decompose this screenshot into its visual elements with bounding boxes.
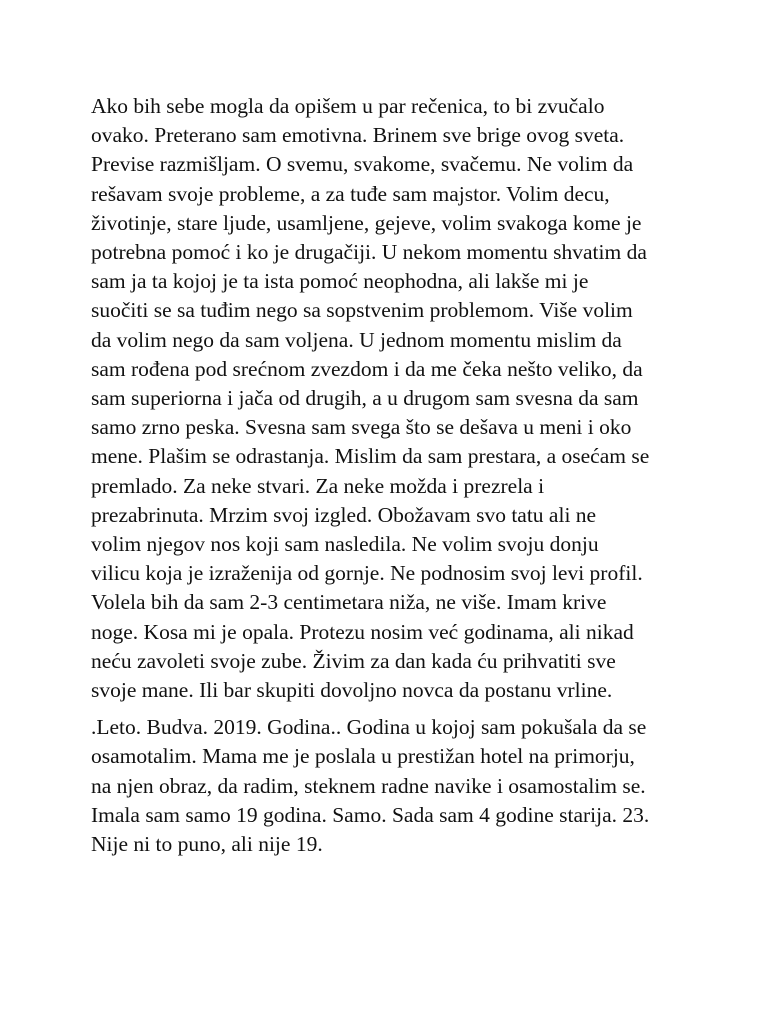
text-line: neću zavoleti svoje zube. Živim za dan kada ću prihvatiti sve — [91, 648, 616, 673]
text-line: osamotalim. Mama me je poslala u prestižan hotel na primorju, — [91, 744, 635, 769]
text-line: noge. Kosa mi je opala. Protezu nosim već godinama, ali nikad — [91, 619, 634, 644]
text-line: mene. Plašim se odrastanja. Mislim da sam prestara, a osećam se — [91, 444, 650, 469]
text-line: ovako. Preterano sam emotivna. Brinem sve brige ovog sveta. — [91, 123, 625, 148]
paragraph-2 — [91, 713, 691, 859]
text-line: rešavam svoje probleme, a za tuđe sam majstor. Volim decu, — [91, 181, 610, 206]
paragraph-1 — [91, 92, 691, 705]
document-body — [91, 92, 691, 859]
text-line: svoje mane. Ili bar skupiti dovoljno novca da postanu vrline. — [91, 678, 613, 703]
text-line: premlado. Za neke stvari. Za neke možda i prezrela i — [91, 473, 545, 498]
text-line: na njen obraz, da radim, steknem radne navike i osamostalim se. — [91, 773, 646, 798]
text-line: .Leto. Budva. 2019. Godina.. Godina u kojoj sam pokušala da se — [91, 715, 647, 740]
text-line: životinje, stare ljude, usamljene, gejeve, volim svakoga kome je — [91, 210, 642, 235]
text-line: sam rođena pod srećnom zvezdom i da me čeka nešto veliko, da — [91, 356, 643, 381]
text-line: vilicu koja je izraženija od gornje. Ne podnosim svoj levi profil. — [91, 561, 643, 586]
text-line: volim njegov nos koji sam nasledila. Ne volim svoju donju — [91, 532, 599, 557]
text-line: sam superiorna i jača od drugih, a u drugom sam svesna da sam — [91, 386, 639, 411]
text-line: suočiti se sa tuđim nego sa sopstvenim problemom. Više volim — [91, 298, 633, 323]
text-line: Volela bih da sam 2-3 centimetara niža, ne više. Imam krive — [91, 590, 607, 615]
text-line: Nije ni to puno, ali nije 19. — [91, 832, 323, 857]
text-line: Ako bih sebe mogla da opišem u par rečenica, to bi zvučalo — [91, 94, 605, 118]
text-line: Previse razmišljam. O svemu, svakome, svačemu. Ne volim da — [91, 152, 634, 177]
text-line: da volim nego da sam voljena. U jednom momentu mislim da — [91, 327, 622, 352]
text-line: sam ja ta kojoj je ta ista pomoć neophodna, ali lakše mi je — [91, 269, 589, 294]
text-line: prezabrinuta. Mrzim svoj izgled. Obožavam svo tatu ali ne — [91, 502, 597, 527]
text-line: potrebna pomoć i ko je drugačiji. U nekom momentu shvatim da — [91, 240, 647, 265]
text-line: samo zrno peska. Svesna sam svega što se dešava u meni i oko — [91, 415, 632, 440]
text-line: Imala sam samo 19 godina. Samo. Sada sam 4 godine starija. 23. — [91, 802, 650, 827]
